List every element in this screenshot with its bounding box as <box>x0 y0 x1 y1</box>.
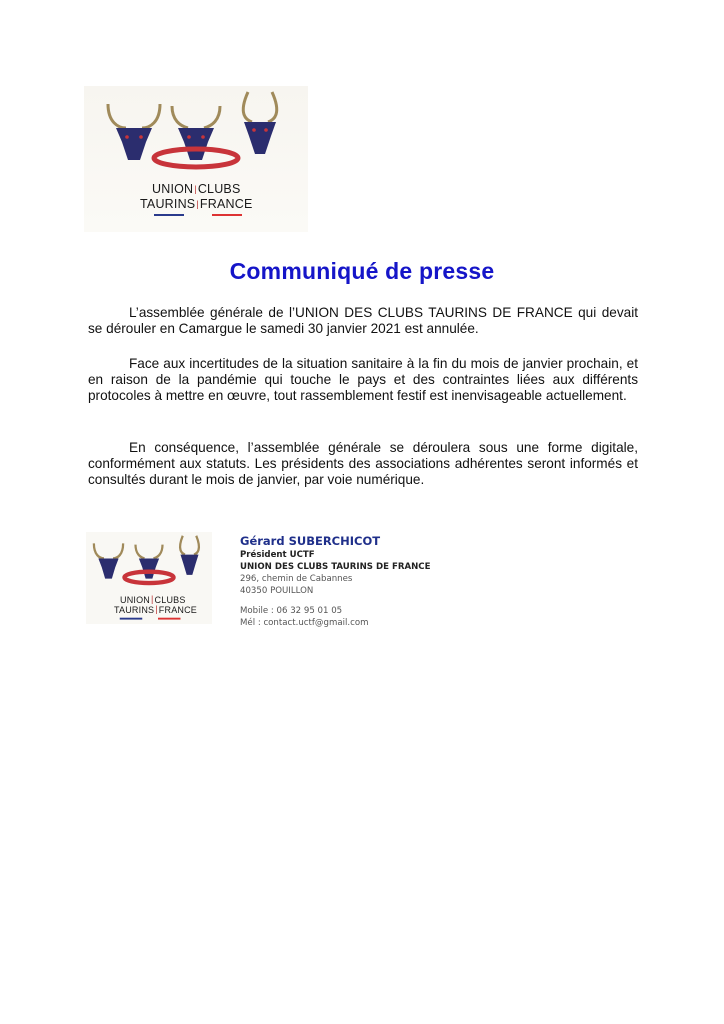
signature-logo-text-line1: UNION|CLUBS <box>120 594 186 605</box>
signature-logo-text-line2: TAURINS|FRANCE <box>114 604 197 615</box>
address-line2: 40350 POUILLON <box>240 586 314 596</box>
mobile-number: Mobile : 06 32 95 01 05 <box>240 606 343 616</box>
signer-role: Président UCTF <box>240 550 315 560</box>
paragraph-reasons: Face aux incertitudes de la situation sanitaire à la fin du mois de janvier prochain, et en raison de la pandémie qui touche le pays et des contraintes liées aux différents protocoles à mettre en œuvre, tout rassemblement festif est inenvisageable actuellement. <box>88 356 638 403</box>
signature-block <box>240 534 430 629</box>
signer-organization: UNION DES CLUBS TAURINS DE FRANCE <box>240 562 431 572</box>
email-address: Mél : contact.uctf@gmail.com <box>240 618 369 628</box>
paragraph-consequence: En conséquence, l’assemblée générale se déroulera sous une forme digitale, conformément aux statuts. Les présidents des associations adhérentes seront informés et consultés durant le mois de janvier, par voie numérique. <box>88 440 638 487</box>
logo-text-line2: TAURINS|FRANCE <box>140 197 253 211</box>
paragraph-announcement: L’assemblée générale de l’UNION DES CLUBS TAURINS DE FRANCE qui devait se dérouler en Camargue le samedi 30 janvier 2021 est annulée. <box>88 305 638 336</box>
uctf-logo <box>84 86 308 232</box>
logo-text-line1: UNION|CLUBS <box>152 182 241 196</box>
signature-logo <box>86 532 212 624</box>
signer-name: Gérard SUBERCHICOT <box>240 534 381 548</box>
address-line1: 296, chemin de Cabannes <box>240 574 353 584</box>
page-title: Communiqué de presse <box>229 258 495 284</box>
